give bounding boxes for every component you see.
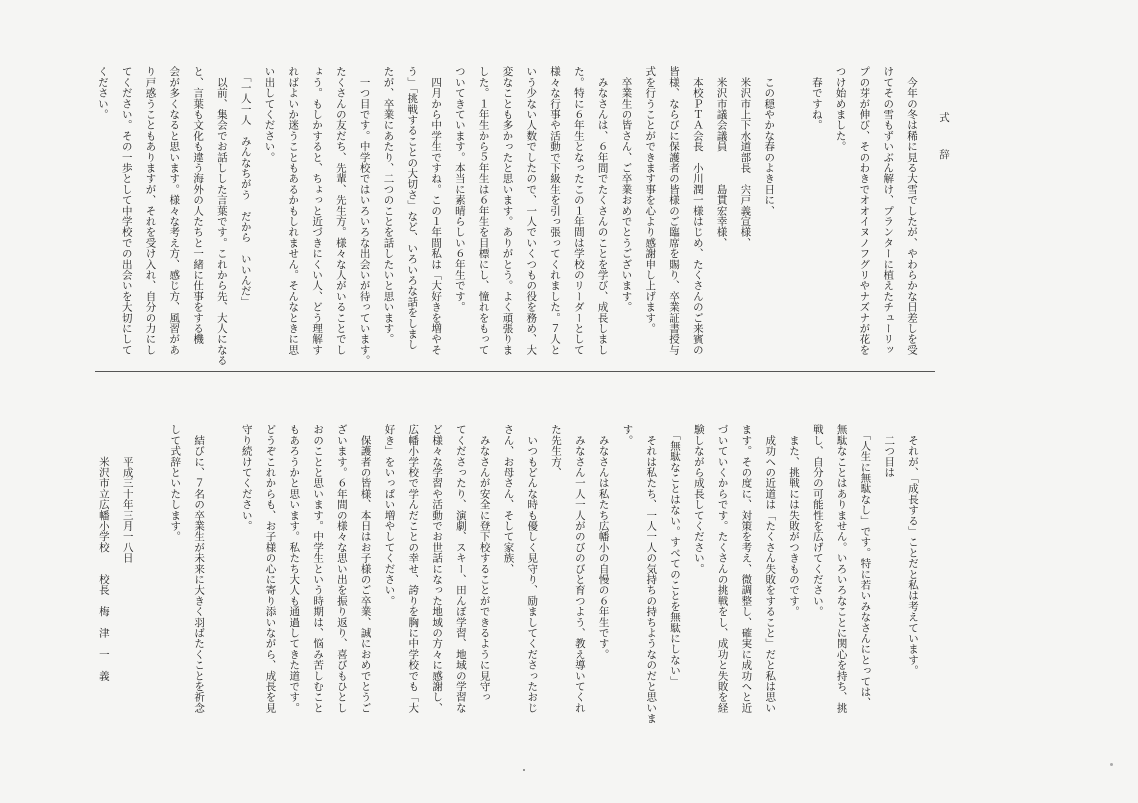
speech-line: それは私たち、一人一人の気持ちの持ちようなのだと思いま	[645, 424, 658, 724]
speech-line: 保護者の皆様、本日はお子様のご卒業、誠におめでとうご	[359, 424, 372, 713]
speech-line: また、挑戦には失敗がつきものです。	[788, 424, 801, 617]
scan-speck	[1110, 763, 1113, 766]
speech-line: けてその雪もずいぶん解け、プランターに植えたチューリッ	[882, 66, 895, 355]
speech-line: 皆様、ならびに保護者の皆様のご臨席を賜り、卒業証書授与	[668, 66, 681, 355]
speech-line: みなさん一人一人がのびのびと育つよう、教え導いてくれ	[573, 424, 586, 713]
speech-line: 結びに、７名の卒業生が未来に大きく羽ばたくことを祈念	[193, 424, 206, 713]
speech-line: それが、「成長する」ことだと私は考えています。	[907, 424, 919, 676]
speech-line: と、言葉も文化も違う海外の人たちと一緒に仕事をする機	[192, 66, 205, 345]
speech-line: どうぞこれからも、お子様の心に寄り添いながら、成長を見	[264, 424, 277, 713]
speech-line: みなさんが安全に登下校することができるように見守っ	[478, 424, 491, 703]
speech-line: 今年の冬は稀に見る大雪でしたが、やわらかな日差しを受	[906, 66, 918, 355]
speech-line: この穏やかな春のよき日に、	[763, 66, 776, 216]
speech-line: つけ始めました。	[834, 66, 847, 152]
speech-line: 米沢市上下水道部長 宍戸義宣様、	[739, 66, 752, 248]
speech-line: ついてきています。本当に素晴らしい６年生です。	[453, 66, 466, 313]
speech-line: ればよいか迷うこともあるかもしれません。そんなときに思	[287, 66, 300, 355]
speech-line: 様々な行事や活動で下級生を引っ張ってくれました。７人と	[549, 66, 562, 355]
speech-line: いう少ない人数でしたので、一人でいくつもの役を務め、大	[525, 66, 538, 355]
speech-line: たくさんの友だち、先輩、先生方。様々な人がいることでし	[334, 66, 347, 355]
speech-line	[139, 424, 163, 694]
speech-line: う」「挑戦することの大切さ」など、いろいろな話をしまし	[406, 66, 419, 350]
speech-line: す。	[621, 424, 634, 446]
speech-line: 式を行うことができます事を心より感謝申し上げます。	[644, 66, 657, 334]
speech-line: みなさんは、６年間でたくさんのことを学び、成長しまし	[596, 66, 609, 355]
speech-line: ょう。もしかすると、ちょっと近づきにくい人、どう理解す	[311, 66, 324, 355]
speech-line: して式辞といたします。	[169, 424, 182, 542]
speech-line: 変なことも多かったと思います。ありがとう。よく頑張りま	[501, 66, 514, 355]
speech-line: 戦し、自分の可能性を広げてください。	[811, 424, 824, 617]
speech-line: ど様々な学習や活動でお世話になった地域の方々に感謝し、	[431, 424, 444, 713]
speech-line: おのことと思います。中学生という時期は、悩み苦しむこと	[312, 424, 325, 713]
speech-line: た。特に６年生となったこの１年間は学校のリーダーとして	[572, 66, 585, 355]
speech-line: もあろうかと思います。私たち大人も通過してきた道です。	[288, 424, 301, 713]
speech-line: 二つ目は	[883, 424, 896, 478]
speech-line: 広幡小学校で学んだことの幸せ、誇りを胸に中学校でも「大	[407, 424, 420, 713]
speech-line: 「人生に無駄なし」です。特に若いみなさんにとっては、	[859, 424, 872, 708]
speech-line: 以前、集会でお話しした言葉です。これから先、大人になる	[215, 66, 228, 366]
speech-line	[780, 66, 804, 366]
speech-line: 本校ＰＴＡ会長 小川潤一様はじめ、たくさんのご来賓の	[691, 66, 704, 355]
speech-line: 春ですね。	[810, 66, 823, 131]
speech-line: 「一人一人 みんなちがう だから いいんだ」	[239, 66, 252, 307]
speech-line: さん、お母さん、そして家族、	[502, 424, 515, 574]
speech-line: 好き」をいっぱい増やしてください。	[383, 424, 396, 606]
speech-line: いつもどんな時も優しく見守り、励ましてくださったおじ	[526, 424, 539, 713]
speech-line: てください。その一歩として中学校での出会いを大切にして	[120, 66, 133, 355]
speech-line: た先生方、	[550, 424, 563, 478]
scan-speck	[523, 769, 525, 771]
speech-line: り戸惑うこともありますが、それを受け入れ、自分の力にし	[144, 66, 157, 355]
speech-upper-half	[96, 66, 923, 366]
speech-line: づいていくからです。たくさんの挑戦をし、成功と失敗を経	[716, 424, 729, 713]
speech-line: ください。	[96, 66, 109, 120]
speech-line: 験しながら成長してください。	[692, 424, 705, 574]
fold-divider-line	[95, 371, 935, 372]
speech-line: した。１年生から５年生は６年生を目標にし、憧れをもって	[477, 66, 490, 355]
speech-line: ます。その度に、対策を考え、微調整し、確実に成功へと近	[740, 424, 753, 713]
speech-line: 四月から中学生ですね。この１年間私は「大好きを増やそ	[430, 66, 443, 355]
speech-line	[210, 424, 234, 694]
speech-line: 一つ目です。中学校ではいろいろな出会いが待っています。	[358, 66, 371, 366]
speech-lower-half	[97, 424, 924, 724]
speech-line: 卒業生の皆さん、ご卒業おめでとうございます。	[620, 66, 633, 313]
speech-line: ざいます。６年間の様々な思い出を振り返り、喜びもひとし	[335, 424, 348, 713]
speech-line: 無駄なことはありません。いろいろなことに関心を持ち、挑	[835, 424, 848, 713]
speech-line: みなさんは私たち広幡小の自慢の６年生です。	[597, 424, 610, 660]
speech-line: 米沢市議会議員 島貫宏幸様、	[715, 66, 728, 248]
speech-line: い出してください。	[263, 66, 276, 163]
speech-line: 守り続けてください。	[240, 424, 253, 531]
speech-line: 「無駄なことはない。すべてのことを無駄にしない」	[669, 424, 682, 687]
document-title: 式 辞	[938, 112, 950, 168]
speech-line: たが、卒業にあたり、二つのことを話したいと思います。	[382, 66, 395, 345]
speech-line: 米沢市立広幡小学校 校長 梅 津 一 義	[97, 424, 110, 681]
speech-line: てくださったり、演劇、スキー、田んぼ学習、地域の学習な	[454, 424, 467, 713]
speech-line: プの芽が伸び、そのわきでオオイヌノフグリやナズナが花を	[858, 66, 871, 355]
speech-line: 会が多くなると思います。様々な考え方、感じ方、風習があ	[168, 66, 181, 355]
speech-line: 平成三十年三月一八日	[121, 424, 134, 564]
speech-line: 成功への近道は「たくさん失敗をすること」だと私は思い	[764, 424, 777, 713]
